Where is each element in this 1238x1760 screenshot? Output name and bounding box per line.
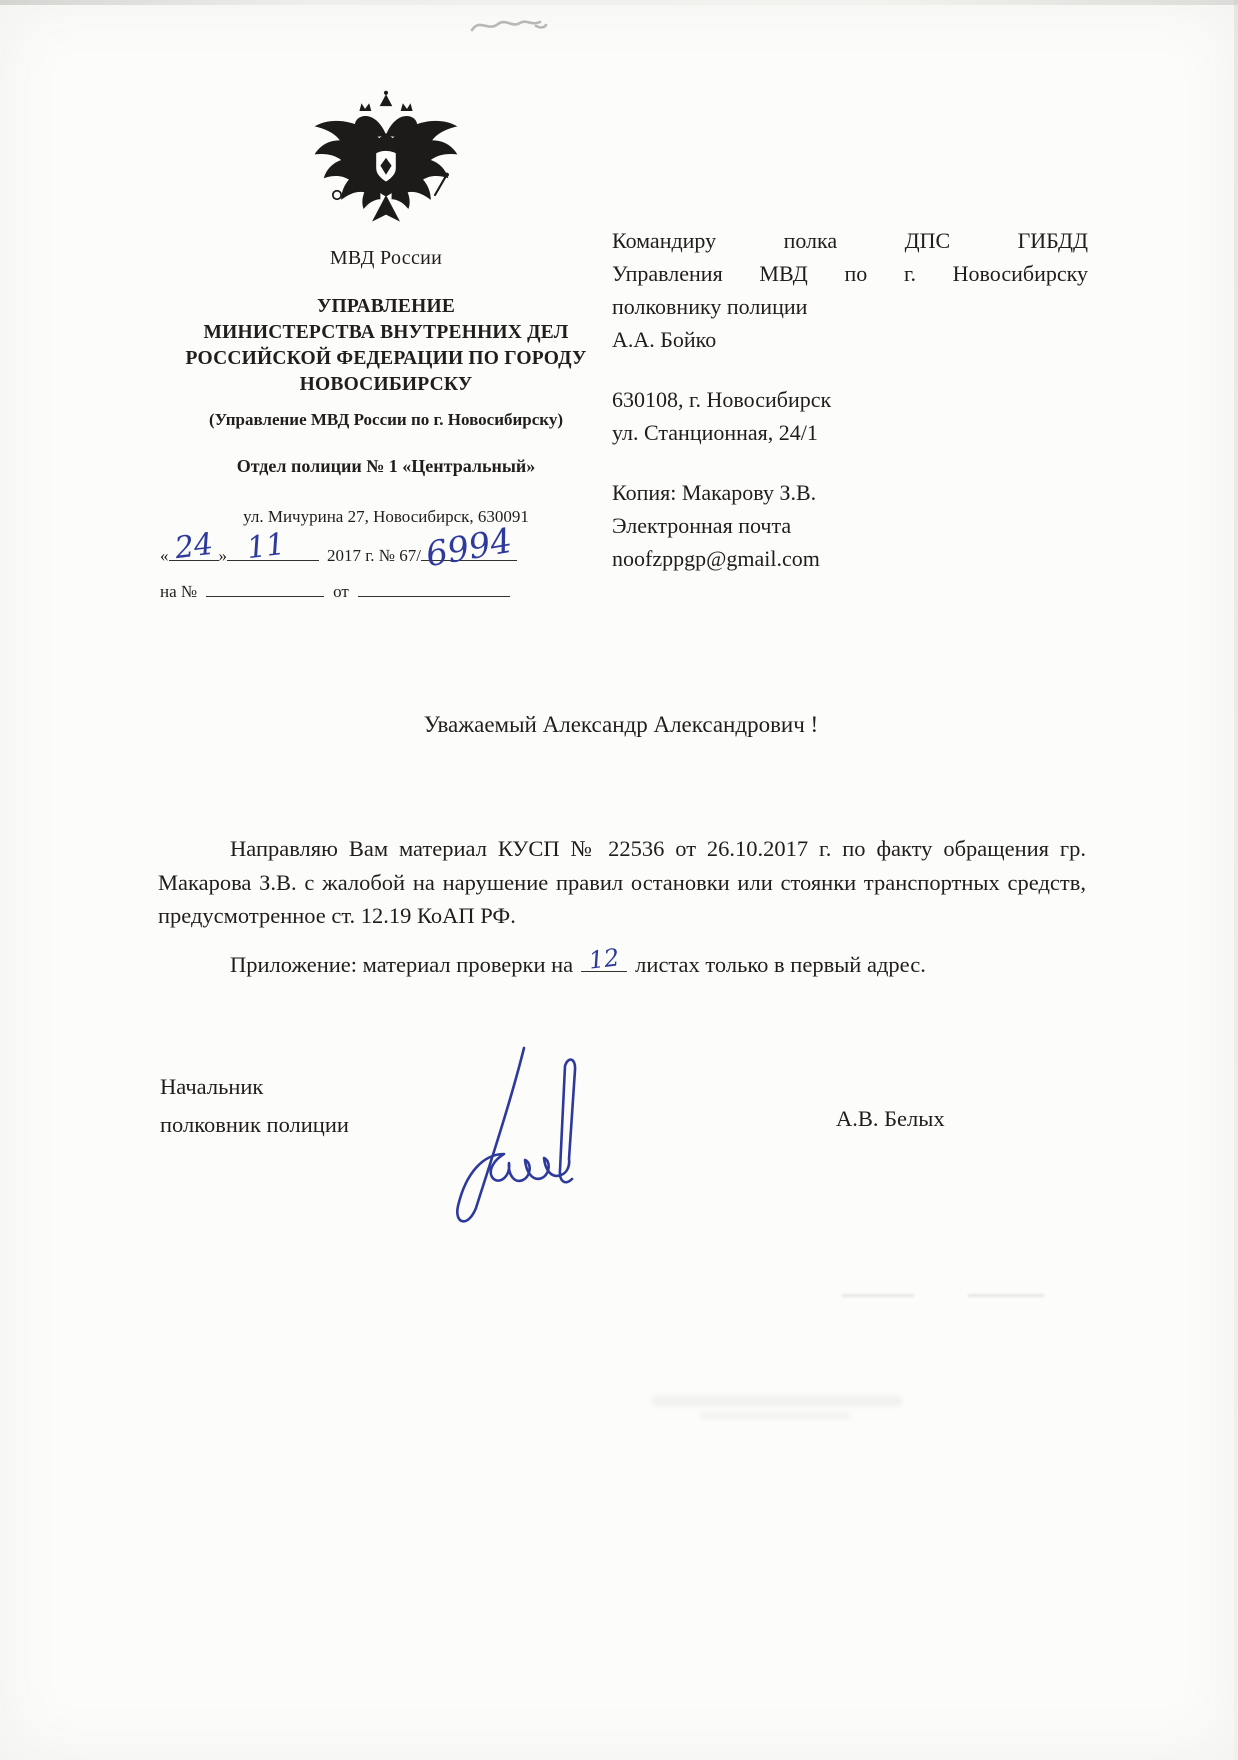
date-year-and-number-prefix: 2017 г. № 67/ [327, 546, 421, 565]
ref-prefix: на № [160, 582, 198, 601]
recipient-line-2: Управления МВД по г. Новосибирску [612, 261, 1088, 286]
recipient-line-1: Командиру полка ДПС ГИБДД [612, 228, 1088, 253]
ref-date-blank [358, 579, 510, 597]
sheet-count-blank [581, 943, 627, 975]
ref-ot: от [333, 582, 349, 601]
org-line-3: РОССИЙСКОЙ ФЕДЕРАЦИИ ПО ГОРОДУ [185, 348, 587, 369]
handwritten-sheet-count: 12 [587, 943, 622, 975]
scan-artifact-ghost [842, 1294, 914, 1297]
signatory-position-line-1: Начальник [160, 1074, 264, 1099]
attachment-text-before: Приложение: материал проверки на [230, 952, 574, 977]
salutation: Уважаемый Александр Александрович ! [423, 712, 819, 737]
date-close-quote: » [218, 546, 227, 565]
recipient-gap [612, 356, 1088, 383]
recipient-line-3: полковнику полиции [612, 294, 808, 319]
mvd-double-headed-eagle-icon [302, 90, 470, 235]
recipient-gap [612, 449, 1088, 476]
scan-artifact-ghost [700, 1412, 850, 1420]
date-and-number-line [150, 520, 622, 579]
handwritten-month: 11 [244, 526, 287, 567]
email-label: Электронная почта [612, 513, 792, 538]
reference-line [150, 579, 622, 602]
recipient-block [612, 224, 1088, 575]
recipient-line-4: А.А. Бойко [612, 327, 717, 352]
scan-edge-right [1234, 0, 1238, 1760]
date-open-quote: « [160, 546, 169, 565]
handwritten-signature [376, 1020, 606, 1235]
date-day-blank [169, 526, 219, 567]
handwritten-doc-number: 6994 [422, 520, 516, 576]
doc-number-blank [421, 520, 517, 576]
police-division-name: Отдел полиции № 1 «Центральный» [236, 456, 536, 476]
attachment-text-after: листах только в первый адрес. [635, 952, 926, 977]
scan-artifact-squiggle [466, 10, 550, 45]
attachment-line [158, 943, 1086, 978]
body-paragraph: Направляю Вам материал КУСП № 22536 от 26.10.2017 г. по факту обращения гр. Макарова З.В. с жалобой на нарушение правил остановки или стоянки транспортных средств, предусмотренное ст. 12.19 КоАП РФ. [158, 836, 1086, 928]
signatory-position-line-2: полковник полиции [160, 1112, 349, 1137]
scan-artifact-ghost [652, 1396, 902, 1406]
organization-name-block [150, 294, 622, 398]
ministry-name: МВД России [329, 247, 443, 269]
scan-artifact-ghost [968, 1294, 1044, 1297]
letterhead-block [150, 90, 622, 602]
org-line-1: УПРАВЛЕНИЕ [316, 296, 456, 317]
recipient-street: ул. Станционная, 24/1 [612, 420, 818, 445]
recipient-postal-code-city: 630108, г. Новосибирск [612, 387, 832, 412]
org-line-4: НОВОСИБИРСКУ [299, 374, 473, 395]
copy-recipient: Копия: Макарову З.В. [612, 480, 817, 505]
ref-number-blank [206, 579, 324, 597]
signatory-name: А.В. Белых [836, 1106, 945, 1131]
scan-edge-top [0, 0, 1238, 5]
org-line-2: МИНИСТЕРСТВА ВНУТРЕННИХ ДЕЛ [203, 322, 569, 343]
handwritten-day: 24 [172, 526, 215, 567]
recipient-email: noofzppgp@gmail.com [612, 546, 820, 571]
letterhead-address: ул. Мичурина 27, Новосибирск, 630091 [243, 507, 529, 526]
signatory-position [160, 1068, 349, 1144]
organization-alt-name: (Управление МВД России по г. Новосибирску) [208, 410, 564, 429]
date-month-blank [227, 526, 319, 567]
